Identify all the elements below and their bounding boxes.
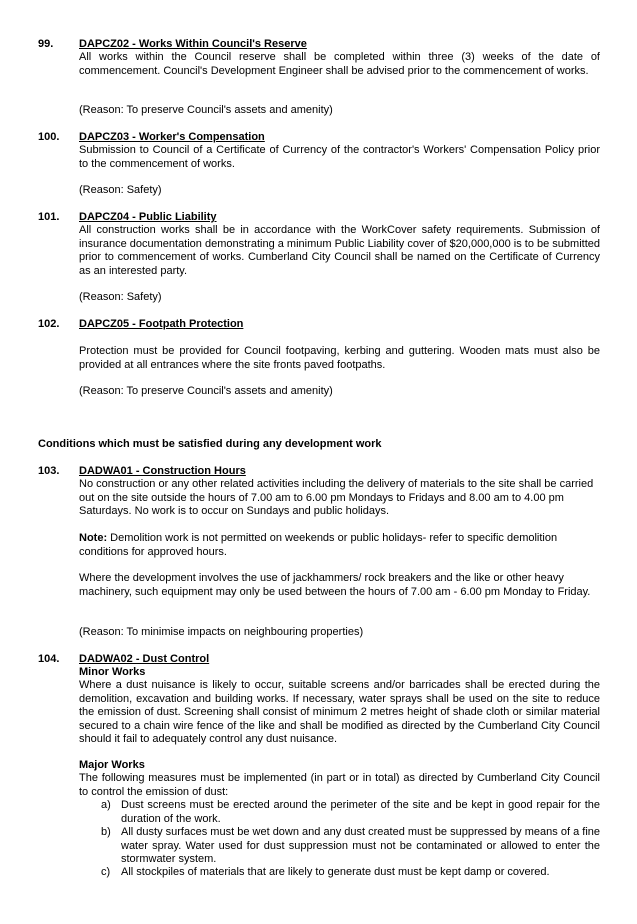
condition-body: Submission to Council of a Certificate of Currency of the contractor's Workers' Compensation Policy prior to the commencement of works. <box>79 144 600 170</box>
note-label: Note: <box>79 532 108 544</box>
condition-title: DAPCZ04 - Public Liability <box>79 211 217 223</box>
condition-title: DADWA01 - Construction Hours <box>79 465 246 477</box>
list-item-text: Dust screens must be erected around the perimeter of the site and be kept in good repair for the duration of the work. <box>121 799 600 825</box>
condition-reason: (Reason: Safety) <box>79 184 162 196</box>
condition-reason: (Reason: Safety) <box>79 291 162 303</box>
condition-title: DADWA02 - Dust Control <box>79 653 210 665</box>
minor-works-heading: Minor Works <box>79 666 146 678</box>
condition-number: 100. <box>38 131 60 143</box>
condition-title: DAPCZ03 - Worker's Compensation <box>79 131 265 143</box>
condition-number: 104. <box>38 653 60 665</box>
condition-body-2: Where the development involves the use of jackhammers/ rock breakers and the like or other heavy machinery, such equipment may only be used between the hours of 7.00 am - 6.00 pm Monday to Friday. <box>79 572 591 598</box>
condition-body: All construction works shall be in accordance with the WorkCover safety requirements. Submission of insurance documentation demonstrating a minimum Public Liability cover of $20,000,000 is to be submitted prior to commencement of works. Cumberland City Council shall be named on the Certificate of Currency as an interested party. <box>79 224 600 277</box>
condition-note <box>79 532 600 559</box>
list-item-text: All stockpiles of materials that are likely to generate dust must be kept damp or covered. <box>121 866 550 878</box>
section-heading: Conditions which must be satisfied during any development work <box>38 438 382 450</box>
condition-title: DAPCZ02 - Works Within Council's Reserve <box>79 38 307 50</box>
list-item-marker: c) <box>101 866 111 878</box>
condition-number: 101. <box>38 211 60 223</box>
major-works-heading: Major Works <box>79 759 145 771</box>
condition-title: DAPCZ05 - Footpath Protection <box>79 318 244 330</box>
condition-reason: (Reason: To preserve Council's assets and amenity) <box>79 385 333 397</box>
note-text: Demolition work is not permitted on weekends or public holidays- refer to specific demolition conditions for approved hours. <box>79 532 558 558</box>
condition-reason: (Reason: To minimise impacts on neighbouring properties) <box>79 626 364 638</box>
condition-number: 102. <box>38 318 60 330</box>
major-works-body: The following measures must be implemented (in part or in total) as directed by Cumberland City Council to control the emission of dust: <box>79 772 600 798</box>
condition-body: No construction or any other related activities including the delivery of materials to the site shall be carried out on the site outside the hours of 7.00 am to 6.00 pm Mondays to Fridays and 8.00 am to 4.00 pm Saturdays. No work is to occur on Sundays and public holidays. <box>79 478 594 518</box>
list-item-marker: a) <box>101 799 111 811</box>
condition-body: Protection must be provided for Council footpaving, kerbing and guttering. Wooden mats must also be provided at all entrances where the site fronts paved footpaths. <box>79 345 600 371</box>
condition-body: All works within the Council reserve shall be completed within three (3) weeks of the date of commencement. Council's Development Engineer shall be advised prior to the commencement of works. <box>79 51 600 77</box>
condition-reason: (Reason: To preserve Council's assets and amenity) <box>79 104 333 116</box>
condition-number: 103. <box>38 465 60 477</box>
list-item-marker: b) <box>101 826 111 838</box>
condition-number: 99. <box>38 38 54 50</box>
list-item-text: All dusty surfaces must be wet down and any dust created must be suppressed by means of a fine water spray. Water used for dust suppression must not be contaminated or allowed to enter the stormwater system. <box>121 826 600 866</box>
minor-works-body: Where a dust nuisance is likely to occur, suitable screens and/or barricades shall be erected during the demolition, excavation and building works. If necessary, water sprays shall be used on the site to reduce the emission of dust. Screening shall consist of minimum 2 metres height of shade cloth or similar material secured to a chain wire fence of the like and shall be modified as directed by the Cumberland City Council should it fail to adequately control any dust nuisance. <box>79 679 600 746</box>
